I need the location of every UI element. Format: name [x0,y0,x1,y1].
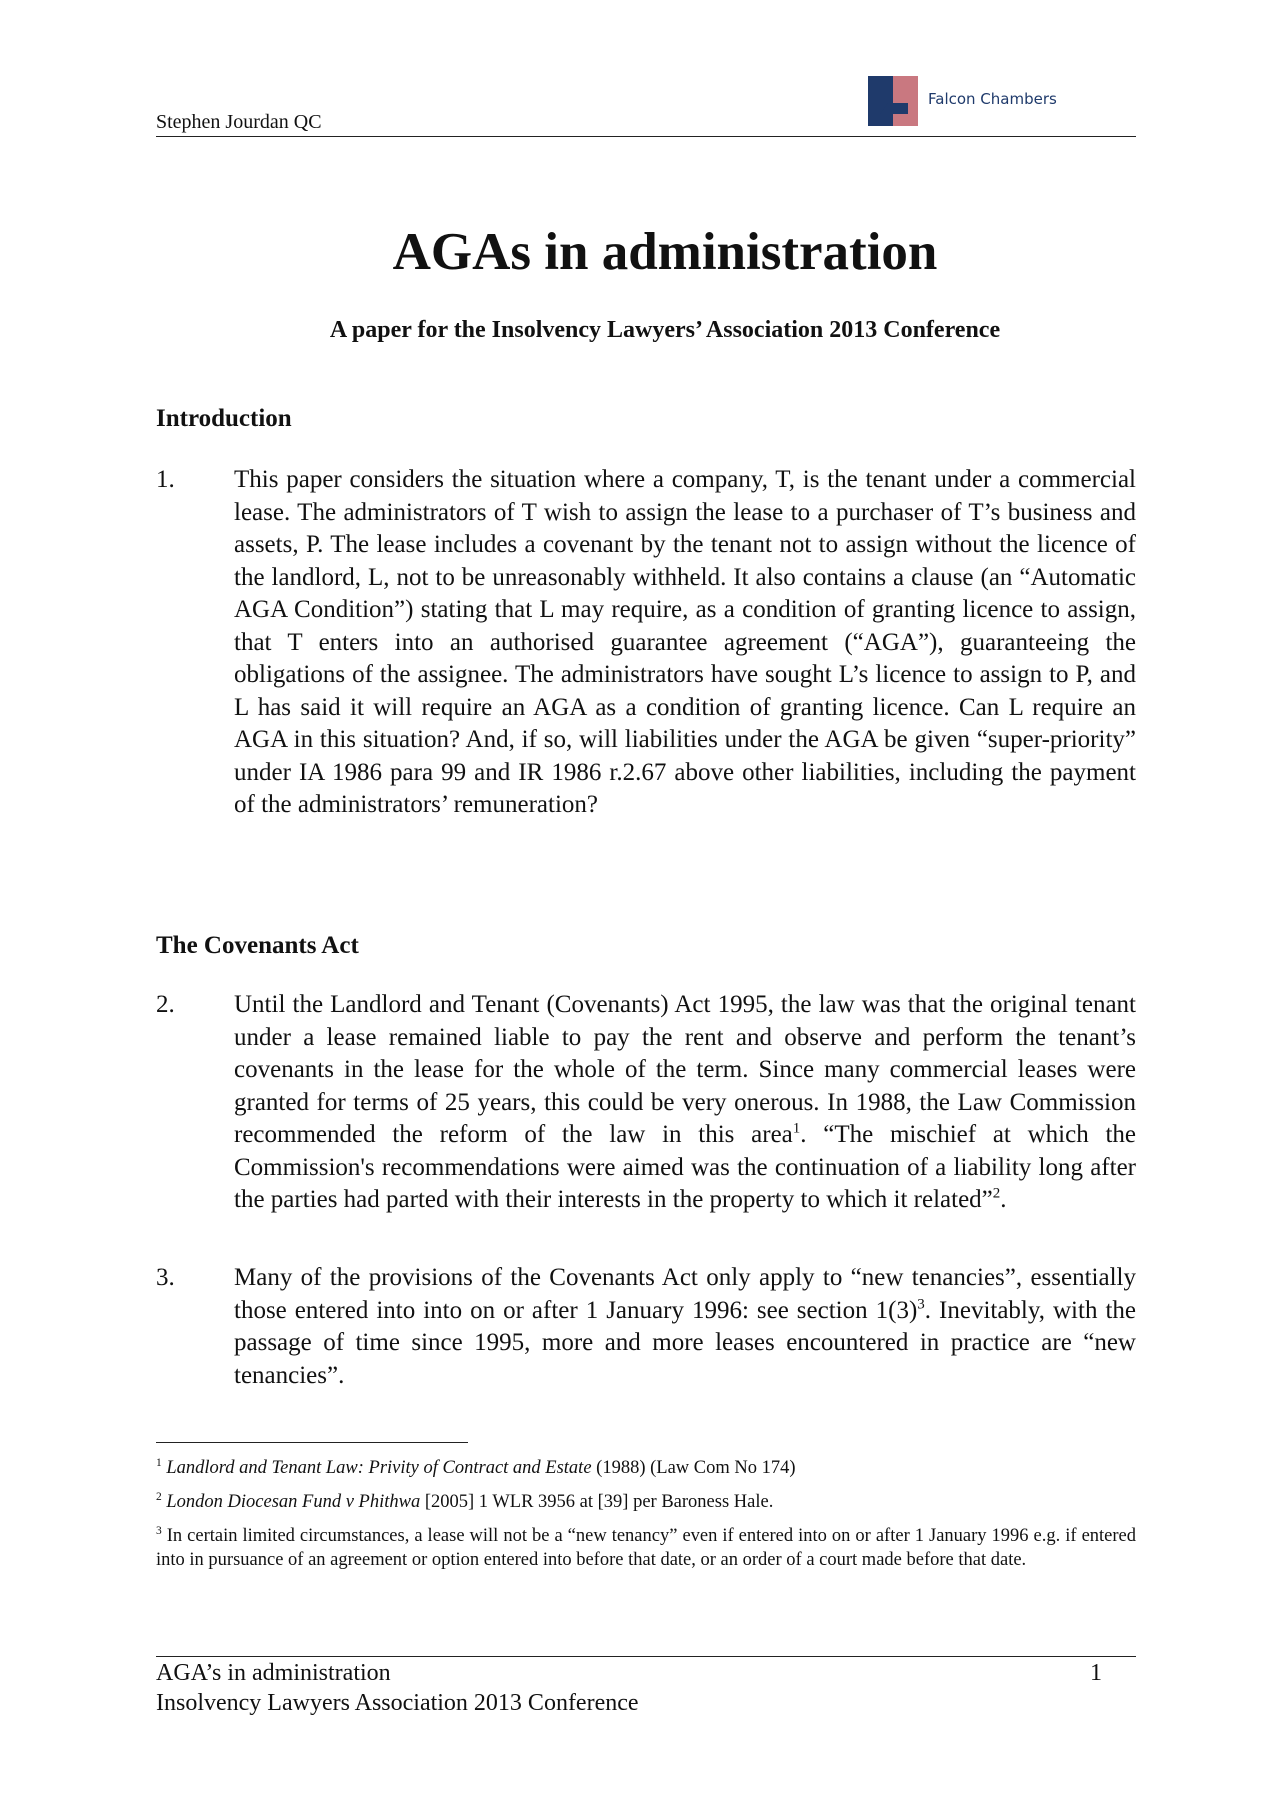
footnote-1: $^1$ Landlord and Tenant Law: Privity of Contract and Estate (1988) (Law Com No 174) [156,1456,796,1478]
paragraph-text: Many of the provisions of the Covenants Act only apply to “new tenancies”, essentially those entered into into on or after 1 January 1996: see section $1(3)^3$. Inevitably, with the passage of time since 1995, more and more leases encountered in practice are “new tenancies”. [234,1264,1136,1389]
footnote-3: $^3$ In certain limited circumstances, a lease will not be a “new tenancy” even if entered into on or after 1 January 1996 e.g. if entered into in pursuance of an agreement or option entered into before that date, or an order of a court made before that date. [156,1524,1137,1570]
footnote-ref: 1 [792,1120,801,1137]
paragraph-text: This paper considers the situation where a company, T, is the tenant under a commercial lease. The administrators of T wish to assign the lease to a purchaser of T’s business and assets, P. The lease includes a covenant by the tenant not to assign without the licence of the landlord, L, not to be unreasonably withheld. It also contains a clause (an “Automatic AGA Condition”) stating that L may require, as a condition of granting licence to assign, that T enters into an authorised guarantee agreement (“AGA”), guaranteeing the obligations of the assignee. The administrators have sought L’s licence to assign to P, and L has said it will require an AGA as a condition of granting licence. Can L require an AGA in this situation? And, if so, will liabilities under the AGA be given “super-priority” under IA 1986 para 99 and IR 1986 r.2.67 above other liabilities, including the payment of the administrators’ remuneration? [234,466,1136,818]
header-author: Stephen Jourdan QC [156,111,322,133]
footer-divider [156,1656,1136,1657]
paragraph-number: 1. [156,466,175,493]
footer-title: AGA’s in administration [156,1660,391,1686]
section-heading-covenants-act: The Covenants Act [156,932,359,959]
footnote-2: $^2$ London Diocesan Fund v Phithwa [2005] 1 WLR 3956 at [39] per Baroness Hale. [156,1490,774,1512]
logo-text: Falcon Chambers [928,90,1057,108]
document-subtitle: A paper for the Insolvency Lawyers’ Association 2013 Conference [329,317,1001,343]
footnote-ref: 2 [992,1185,1001,1202]
paragraph-number: 3. [156,1264,175,1291]
falcon-logo-icon [868,76,918,126]
paragraph-number: 2. [156,991,175,1018]
page-header [156,74,1136,137]
document-title: AGAs in administration [392,223,938,281]
footnote-ref: 3 [917,1296,925,1313]
section-heading-introduction: Introduction [156,405,292,432]
page-number: 1 [1090,1660,1102,1686]
footer-conference: Insolvency Lawyers Association 2013 Conference [156,1690,639,1716]
falcon-chambers-logo [868,76,1057,126]
footnote-divider [156,1442,468,1443]
paragraph-text: Until the Landlord and Tenant (Covenants) Act 1995, the law was that the original tenant under a lease remained liable to pay the rent and observe and perform the tenant’s covenants in the lease for the whole of the term. Since many commercial leases were granted for terms of 25 years, this could be very onerous. In 1988, the Law Commission recommended the reform of the law in this area$^1$. “The mischief at which the Commission's recommendations were aimed was the continuation of a liability long after the parties had parted with their interests in the property to which it related”$^2$. [234,991,1136,1213]
